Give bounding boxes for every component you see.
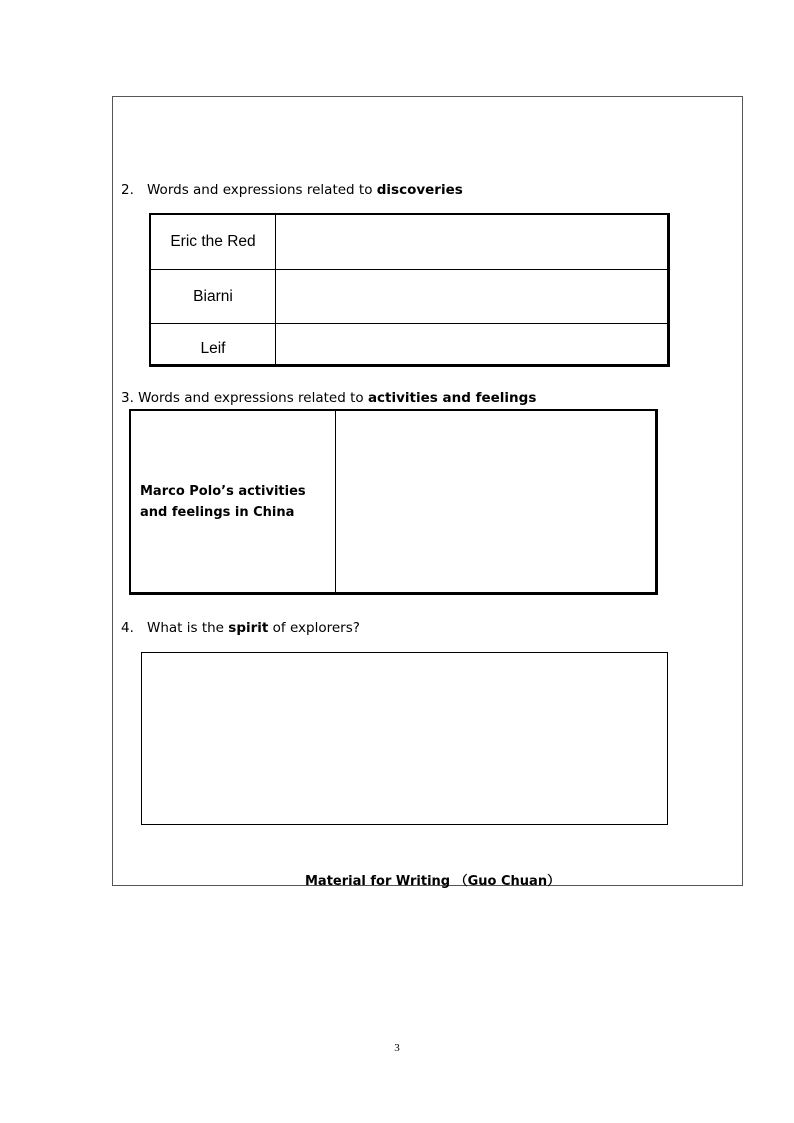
section-4-number: 4. (121, 620, 134, 636)
section-2-bold: discoveries (376, 182, 463, 198)
section-2-heading (121, 182, 463, 198)
section-2-number: 2. (121, 182, 134, 198)
activities-label (140, 481, 306, 523)
section-4-text-after: of explorers? (268, 620, 360, 636)
explorer-name-cell: Eric the Red (151, 215, 276, 269)
section-2-text: Words and expressions related to (147, 182, 377, 198)
label-cell (131, 411, 336, 592)
answer-cell[interactable] (276, 324, 667, 364)
section-3-text: Words and expressions related to (133, 390, 368, 406)
table-row (151, 270, 667, 324)
activities-label-line-1: Marco Polo’s activities (140, 484, 306, 499)
discoveries-table (149, 213, 670, 367)
spirit-answer-box[interactable] (141, 652, 668, 825)
section-3-heading (121, 390, 536, 406)
explorer-name-cell: Leif (151, 324, 276, 364)
answer-cell[interactable] (336, 411, 655, 592)
activities-table (129, 409, 658, 595)
material-for-writing-title: Material for Writing （Guo Chuan） (305, 874, 561, 889)
table-row (151, 215, 667, 270)
section-3-bold: activities and feelings (367, 390, 537, 406)
section-4-text-before: What is the (147, 620, 229, 636)
answer-cell[interactable] (276, 215, 667, 269)
page-number: 3 (394, 1042, 400, 1054)
activities-label-line-2: and feelings in China (140, 505, 295, 520)
answer-cell[interactable] (276, 270, 667, 323)
section-4-heading (121, 620, 360, 636)
section-4-bold: spirit (228, 620, 269, 636)
explorer-name-cell: Biarni (151, 270, 276, 323)
table-row (151, 324, 667, 364)
section-3-number: 3. (121, 390, 134, 406)
